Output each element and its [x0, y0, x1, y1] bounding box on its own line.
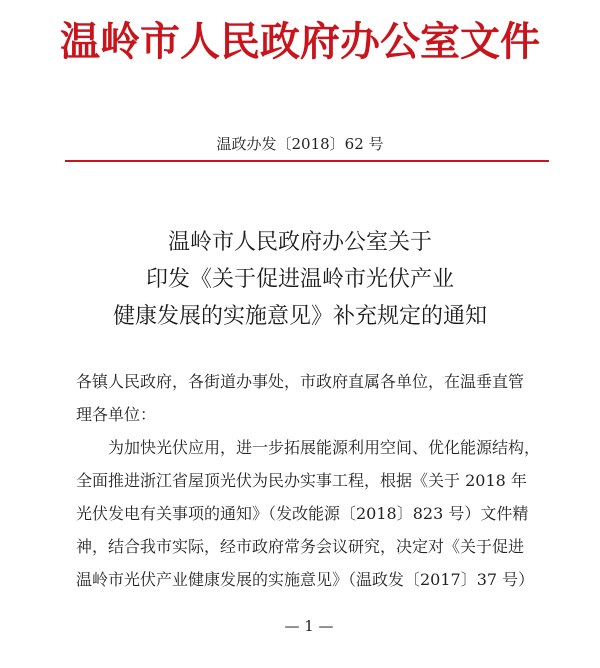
page-number: — 1 — — [284, 617, 334, 635]
issuer-title: 温岭市人民政府办公室文件 — [60, 19, 540, 65]
body-line: 全面推进浙江省屋顶光伏为民办实事工程，根据《关于 2018 年 — [76, 471, 527, 490]
red-divider-line — [65, 160, 549, 162]
body-line: 为加快光伏应用，进一步拓展能源利用空间、优化能源结构， — [108, 438, 541, 457]
document-number: 温政办发〔2018〕62 号 — [216, 135, 384, 153]
notice-title-line-3: 健康发展的实施意见》补充规定的通知 — [112, 304, 487, 329]
body-line: 理各单位： — [76, 405, 157, 424]
notice-title-line-1: 温岭市人民政府办公室关于 — [167, 230, 432, 255]
notice-title-line-2: 印发《关于促进温岭市光伏产业 — [145, 267, 454, 292]
body-line: 各镇人民政府，各街道办事处，市政府直属各单位，在温垂直管 — [76, 372, 525, 391]
body-line: 光伏发电有关事项的通知》（发改能源〔2018〕823 号）文件精 — [76, 504, 529, 523]
body-line: 神，结合我市实际，经市政府常务会议研究，决定对《关于促进 — [76, 537, 525, 556]
body-line: 温岭市光伏产业健康发展的实施意见》（温政发〔2017〕37 号） — [76, 570, 535, 589]
